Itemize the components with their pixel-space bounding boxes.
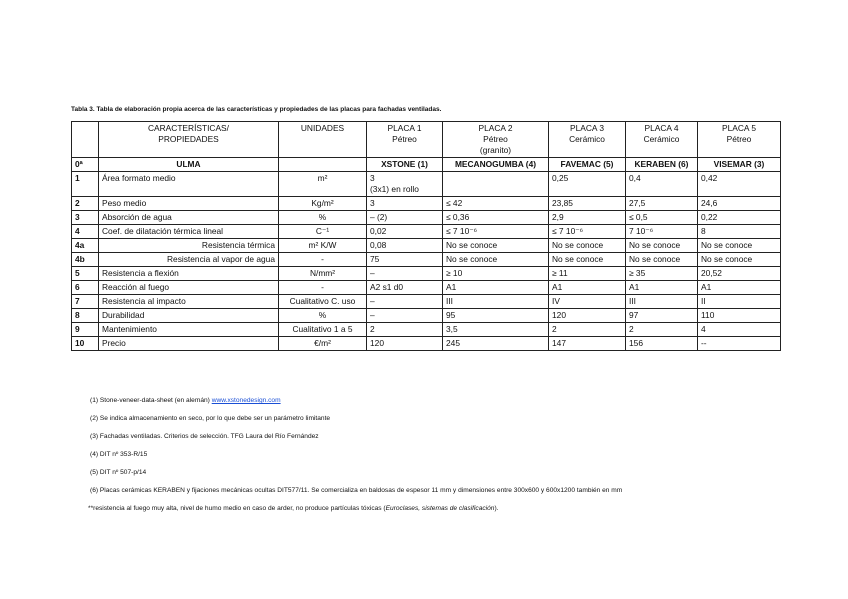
value-cell: 2: [549, 323, 626, 337]
value-cell: 75: [367, 253, 443, 267]
header-placa-3: [549, 122, 626, 158]
unit-cell: m² K/W: [279, 239, 367, 253]
value-cell: – (2): [367, 211, 443, 225]
property-name: Resistencia al impacto: [99, 295, 279, 309]
brand-cell: MECANOGUMBA (4): [443, 158, 549, 172]
placa-type: Cerámico: [569, 134, 605, 144]
value-cell: 3: [367, 197, 443, 211]
value-cell: No se conoce: [626, 239, 698, 253]
value-cell: –: [367, 267, 443, 281]
header-placa-5: [698, 122, 781, 158]
placa-type: Pétreo: [392, 134, 417, 144]
value-cell: 2: [626, 323, 698, 337]
brand-cell: FAVEMAC (5): [549, 158, 626, 172]
table-row: [72, 337, 781, 351]
property-name: Coef. de dilatación térmica lineal: [99, 225, 279, 239]
value-cell: –: [367, 309, 443, 323]
unit-cell: Cualitativo 1 a 5: [279, 323, 367, 337]
unit-cell: N/mm²: [279, 267, 367, 281]
value-cell: ≥ 35: [626, 267, 698, 281]
value-cell: ≤ 0,5: [626, 211, 698, 225]
table-caption: Tabla 3. Tabla de elaboración propia acerca de las características y propiedades de las placas para fachadas ventiladas.: [71, 106, 442, 113]
value-cell: –: [367, 295, 443, 309]
unit-cell: %: [279, 309, 367, 323]
table-row: [72, 211, 781, 225]
header-placa-1: [367, 122, 443, 158]
value-cell: 95: [443, 309, 549, 323]
value-cell: 156: [626, 337, 698, 351]
table-row: [72, 253, 781, 267]
property-name: Resistencia a flexión: [99, 267, 279, 281]
table-row: [72, 267, 781, 281]
value-cell: 2: [367, 323, 443, 337]
row-number: 2: [72, 197, 99, 211]
value-cell: 147: [549, 337, 626, 351]
value-cell: A1: [698, 281, 781, 295]
row-number: 4a: [72, 239, 99, 253]
footnote-text: (1) Stone-veneer-data-sheet (en alemán): [90, 397, 212, 404]
unit-cell: Kg/m²: [279, 197, 367, 211]
value-cell: 0,22: [698, 211, 781, 225]
subheader-num: 0ª: [72, 158, 99, 172]
value-cell: A2 s1 d0: [367, 281, 443, 295]
table-row: [72, 197, 781, 211]
placa-name: PLACA 3: [570, 123, 604, 133]
header-placa-4: [626, 122, 698, 158]
property-name: Durabilidad: [99, 309, 279, 323]
table-row: [72, 172, 781, 197]
value-cell: 27,5: [626, 197, 698, 211]
unit-cell: €/m²: [279, 337, 367, 351]
table-row: [72, 309, 781, 323]
value-cell: 245: [443, 337, 549, 351]
value-cell: 0,25: [549, 172, 626, 197]
value-cell: 110: [698, 309, 781, 323]
property-name: Mantenimiento: [99, 323, 279, 337]
unit-cell: m²: [279, 172, 367, 197]
property-name: Resistencia al vapor de agua: [99, 253, 279, 267]
placa-name: PLACA 4: [644, 123, 679, 133]
header-properties: CARACTERÍSTICAS/ PROPIEDADES: [99, 122, 279, 158]
footnote-2: (2) Se indica almacenamiento en seco, por lo que debe ser un parámetro limitante: [90, 415, 331, 422]
value-cell: [443, 172, 549, 197]
placa-name: PLACA 2: [478, 123, 513, 133]
value-cell: ≤ 7 10⁻⁶: [443, 225, 549, 239]
row-number: 3: [72, 211, 99, 225]
value-cell: No se conoce: [549, 253, 626, 267]
subheader-empty: [279, 158, 367, 172]
row-number: 10: [72, 337, 99, 351]
subheader-label: ULMA: [99, 158, 279, 172]
value-cell: 23,85: [549, 197, 626, 211]
value-cell: 97: [626, 309, 698, 323]
footnote-6: (6) Placas cerámicas KERABEN y fijaciones mecánicas ocultas DIT577/11. Se comercializa en baldosas de espesor 11 mm y dimensiones entre 300x600 y 600x1200 también en mm: [90, 487, 623, 494]
value-cell: A1: [443, 281, 549, 295]
value-cell: 7 10⁻⁶: [626, 225, 698, 239]
table-row: [72, 225, 781, 239]
brand-cell: KERABEN (6): [626, 158, 698, 172]
unit-cell: Cualitativo C. uso: [279, 295, 367, 309]
value-cell: No se conoce: [698, 253, 781, 267]
row-number: 6: [72, 281, 99, 295]
header-row: [72, 122, 781, 158]
value-cell: ≥ 10: [443, 267, 549, 281]
row-number: 8: [72, 309, 99, 323]
value-cell: No se conoce: [698, 239, 781, 253]
header-units: UNIDADES: [279, 122, 367, 158]
row-number: 4b: [72, 253, 99, 267]
value-cell: No se conoce: [626, 253, 698, 267]
value-cell: ≥ 11: [549, 267, 626, 281]
header-num-cell: [72, 122, 99, 158]
value-cell: 120: [367, 337, 443, 351]
property-name: Precio: [99, 337, 279, 351]
footnote-4: (4) DIT nº 353-R/15: [90, 451, 148, 458]
value-cell: 120: [549, 309, 626, 323]
placa-name: PLACA 5: [722, 123, 756, 133]
value-cell: II: [698, 295, 781, 309]
footnote-5: (5) DIT nº 507-p/14: [90, 469, 147, 476]
value-cell: 24,6: [698, 197, 781, 211]
value-cell: 4: [698, 323, 781, 337]
row-number: 7: [72, 295, 99, 309]
value-cell: --: [698, 337, 781, 351]
property-name: Peso medio: [99, 197, 279, 211]
brand-cell: VISEMAR (3): [698, 158, 781, 172]
properties-table: [71, 121, 781, 351]
header-placa-2: [443, 122, 549, 158]
value-cell: 0,08: [367, 239, 443, 253]
value-cell: No se conoce: [549, 239, 626, 253]
row-number: 4: [72, 225, 99, 239]
footnote-link[interactable]: www.xstonedesign.com: [211, 397, 281, 404]
brand-cell: XSTONE (1): [367, 158, 443, 172]
property-name: Reacción al fuego: [99, 281, 279, 295]
property-name: Absorción de agua: [99, 211, 279, 225]
row-number: 9: [72, 323, 99, 337]
table-row: [72, 323, 781, 337]
footnote-text: **resistencia al fuego muy alta, nivel de humo medio en caso de arder, no produce partículas tóxicas (: [88, 505, 386, 512]
placa-name: PLACA 1: [387, 123, 422, 133]
value-cell: 3 (3x1) en rollo: [367, 172, 443, 197]
unit-cell: C⁻¹: [279, 225, 367, 239]
value-cell: 8: [698, 225, 781, 239]
value-cell: 0,02: [367, 225, 443, 239]
footnote-end: ).: [494, 505, 499, 512]
table-row: [72, 239, 781, 253]
value-cell: ≤ 42: [443, 197, 549, 211]
footnotes: [90, 392, 622, 518]
footnote-italic: Euroclases, sistemas de clasificación: [385, 505, 495, 512]
footnote-7: [88, 500, 622, 518]
footnote-1: [90, 392, 622, 410]
placa-type: Cerámico: [643, 134, 680, 144]
row-number: 1: [72, 172, 99, 197]
row-number: 5: [72, 267, 99, 281]
value-cell: III: [443, 295, 549, 309]
subheader-row: [72, 158, 781, 172]
table-row: [72, 281, 781, 295]
value-cell: IV: [549, 295, 626, 309]
footnote-3: (3) Fachadas ventiladas. Criterios de selección. TFG Laura del Río Fernández: [90, 433, 319, 440]
placa-type: Pétreo: [483, 134, 508, 144]
value-cell: A1: [549, 281, 626, 295]
value-cell: ≤ 7 10⁻⁶: [549, 225, 626, 239]
unit-cell: -: [279, 281, 367, 295]
value-cell: 20,52: [698, 267, 781, 281]
value-cell: 3,5: [443, 323, 549, 337]
unit-cell: %: [279, 211, 367, 225]
unit-cell: -: [279, 253, 367, 267]
value-cell: 0,4: [626, 172, 698, 197]
value-cell: No se conoce: [443, 239, 549, 253]
table-row: [72, 295, 781, 309]
value-cell: 2,9: [549, 211, 626, 225]
property-name: Resistencia térmica: [99, 239, 279, 253]
value-cell: A1: [626, 281, 698, 295]
property-name: Área formato medio: [99, 172, 279, 197]
placa-extra: (granito): [479, 145, 512, 155]
placa-type: Pétreo: [726, 134, 752, 144]
value-cell: No se conoce: [443, 253, 549, 267]
value-cell: III: [626, 295, 698, 309]
value-cell: ≤ 0,36: [443, 211, 549, 225]
value-cell: 0,42: [698, 172, 781, 197]
